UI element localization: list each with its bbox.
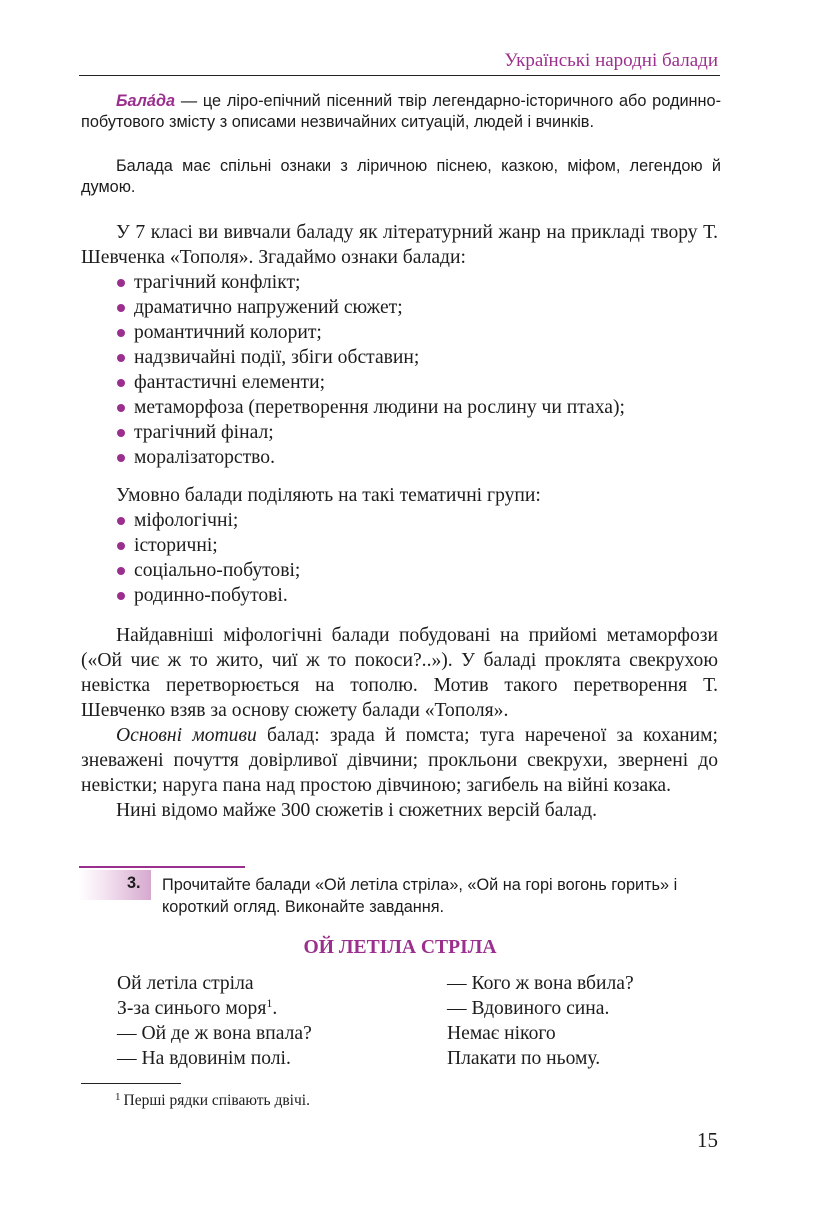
poem-stanza-left — [117, 971, 312, 1071]
list-item — [116, 345, 718, 370]
list-item-text: міфологічні; — [134, 510, 239, 531]
groups-intro: Умовно балади поділяють на такі тематичні групи: — [116, 485, 541, 506]
list-item-text: трагічний фінал; — [134, 422, 274, 443]
bullet-icon — [117, 429, 125, 437]
bullet-icon — [117, 517, 125, 525]
poem-line: Немає нікого — [447, 1023, 556, 1044]
list-item-text: надзвичайні події, збіги обставин; — [134, 347, 420, 368]
bullet-icon — [117, 379, 125, 387]
poem-line: Плакати по ньому. — [447, 1048, 601, 1069]
page-number: 15 — [697, 1128, 718, 1152]
list-item-text: драматично напружений сюжет; — [134, 297, 403, 318]
bullet-icon — [117, 454, 125, 462]
list-item — [116, 533, 718, 558]
paragraph-metamorphosis: Найдавніші міфологічні балади побудовані на прийомі метаморфози («Ой чиє ж то жито, чиї ж то покоси?..»). У баладі проклята свекрухою невістка перетворюється на тополю. Мотив такого перетворення Т. Шевченко взяв за основу сюжету балади «Тополя». — [81, 625, 718, 721]
definition-term: Бала́да — [116, 92, 176, 110]
footnote-text: Перші рядки співають двічі. — [123, 1092, 310, 1109]
header-rule — [79, 75, 720, 76]
list-item-text: метаморфоза (перетворення людини на рослину чи птаха); — [134, 397, 625, 418]
list-item — [116, 370, 718, 395]
footnote-reference[interactable]: 1 — [266, 996, 273, 1010]
paragraph-plots-count: Нині відомо майже 300 сюжетів і сюжетних версій балад. — [116, 800, 597, 821]
motives-section — [81, 623, 718, 823]
definition-paragraph — [81, 91, 721, 133]
list-item-text: трагічний конфлікт; — [134, 272, 301, 293]
list-item — [116, 395, 718, 420]
list-item — [116, 508, 718, 533]
definition-block — [81, 91, 721, 133]
features-list — [81, 270, 718, 470]
list-item — [116, 558, 718, 583]
list-item-text: фантастичні елементи; — [134, 372, 326, 393]
poem-line: — Ой де ж вона впала? — [117, 1023, 312, 1044]
list-item — [116, 445, 718, 470]
poem-line-text: З-за синього моря — [117, 998, 267, 1019]
list-item — [116, 583, 718, 608]
running-header: Українські народні балади — [504, 50, 718, 71]
footnote-rule — [81, 1083, 181, 1084]
task-text: Прочитайте балади «Ой летіла стріла», «Ой на горі вогонь горить» і короткий огляд. Виконайте завдання. — [162, 876, 678, 916]
list-item — [116, 270, 718, 295]
definition-text: — це ліро-епічний пісенний твір легендарно-історичного або родинно-побутового змісту з описами незвичайних ситуацій, людей і вчинків. — [81, 92, 721, 131]
bullet-icon — [117, 304, 125, 312]
poem-line: — Вдовиного сина. — [447, 998, 610, 1019]
bullet-icon — [117, 567, 125, 575]
features-section — [81, 220, 718, 470]
bullet-icon — [117, 279, 125, 287]
motives-label: Основні мотиви — [116, 725, 257, 746]
groups-list — [81, 508, 718, 608]
motives-text: балад: зрада й помста; туга нареченої за коханим; зневажені почуття довірливої дівчини; прокльони свекрухи, звернені до невістки; наруга пана над простою дівчиною; загибель на війні козака. — [81, 725, 718, 796]
list-item-text: родинно-побутові. — [134, 585, 288, 606]
list-item — [116, 295, 718, 320]
bullet-icon — [117, 592, 125, 600]
definition-note: Балада має спільні ознаки з ліричною піснею, казкою, міфом, легендою й думою. — [81, 157, 721, 196]
poem-title: ОЙ ЛЕТІЛА СТРІЛА — [303, 937, 497, 958]
poem-line: Ой летіла стріла — [117, 973, 254, 994]
poem-line: — На вдовинім полі. — [117, 1048, 291, 1069]
poem-line: З-за синього моря$^1$. — [117, 996, 278, 1019]
bullet-icon — [117, 542, 125, 550]
list-item — [116, 420, 718, 445]
list-item-text: соціально-побутові; — [134, 560, 301, 581]
task-number: 3. — [127, 874, 141, 892]
task-rule — [79, 866, 245, 868]
footnote — [115, 1091, 310, 1110]
bullet-icon — [117, 404, 125, 412]
poem-line: — Кого ж вона вбила? — [447, 973, 634, 994]
poem-stanza-right — [447, 971, 634, 1071]
list-item — [116, 320, 718, 345]
definition-note-block — [81, 156, 721, 198]
list-item-text: романтичний колорит; — [134, 322, 322, 343]
footnote-mark: 1 — [115, 1091, 121, 1103]
groups-section — [81, 483, 718, 608]
list-item-text: моралізаторство. — [134, 447, 275, 468]
list-item-text: історичні; — [134, 535, 218, 556]
bullet-icon — [117, 354, 125, 362]
intro-paragraph: У 7 класі ви вивчали баладу як літературний жанр на прикладі твору Т. Шевченка «Тополя». Згадаймо ознаки балади: — [81, 222, 718, 268]
paragraph-motives — [81, 723, 718, 798]
bullet-icon — [117, 329, 125, 337]
